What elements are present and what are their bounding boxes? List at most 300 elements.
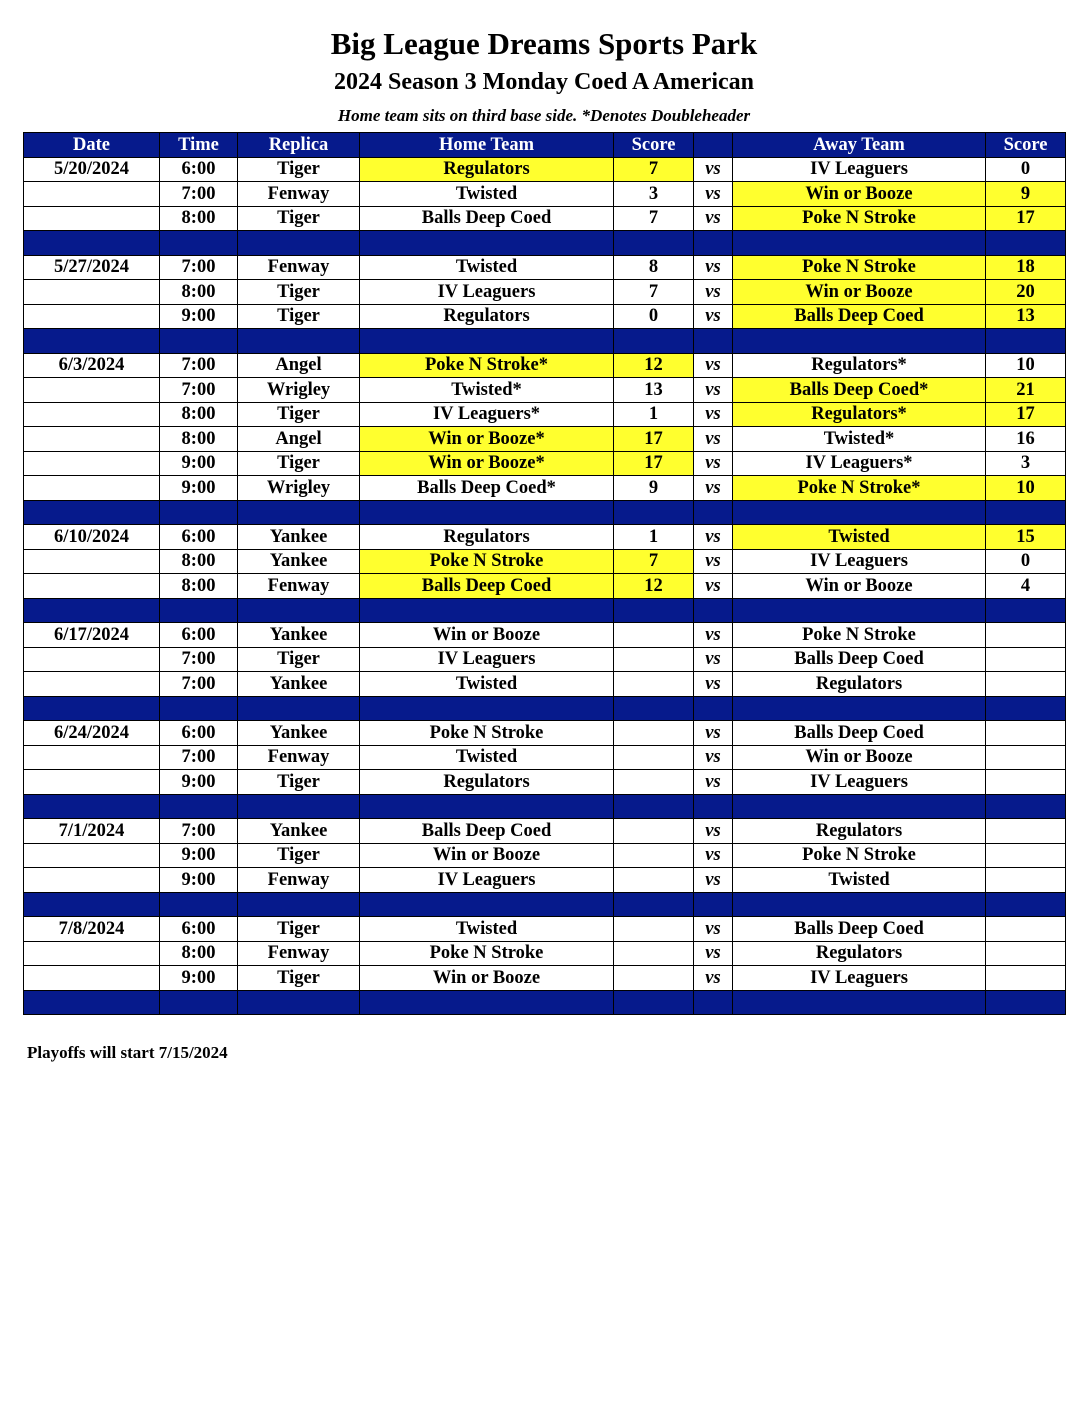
away-score: [986, 843, 1066, 868]
vs-label: vs: [694, 574, 733, 599]
week-separator-row: [24, 329, 1066, 354]
home-team: IV Leaguers: [360, 647, 614, 672]
separator-cell: [614, 892, 694, 917]
table-row: [24, 672, 1066, 697]
away-team: IV Leaguers: [733, 966, 986, 991]
page-title: Big League Dreams Sports Park: [330, 26, 758, 61]
home-score: 0: [614, 304, 694, 329]
separator-cell: [238, 696, 360, 721]
vs-label: vs: [694, 917, 733, 942]
separator-cell: [24, 696, 160, 721]
game-date: [24, 843, 160, 868]
home-team: IV Leaguers: [360, 280, 614, 305]
game-time: 6:00: [160, 721, 238, 746]
away-score: 15: [986, 525, 1066, 550]
separator-cell: [24, 500, 160, 525]
vs-label: vs: [694, 868, 733, 893]
home-score: [614, 966, 694, 991]
game-time: 6:00: [160, 525, 238, 550]
vs-label: vs: [694, 427, 733, 452]
home-team: Twisted: [360, 182, 614, 207]
separator-cell: [986, 329, 1066, 354]
table-row: [24, 353, 1066, 378]
field-replica: Tiger: [238, 917, 360, 942]
vs-label: vs: [694, 745, 733, 770]
game-date: 7/1/2024: [24, 819, 160, 844]
game-date: [24, 206, 160, 231]
vs-label: vs: [694, 255, 733, 280]
home-team: Balls Deep Coed*: [360, 476, 614, 501]
away-team: IV Leaguers*: [733, 451, 986, 476]
separator-cell: [694, 794, 733, 819]
home-team: Balls Deep Coed: [360, 574, 614, 599]
separator-cell: [360, 794, 614, 819]
away-team: Twisted: [733, 868, 986, 893]
game-time: 9:00: [160, 304, 238, 329]
separator-cell: [733, 794, 986, 819]
game-time: 7:00: [160, 672, 238, 697]
schedule-body: [24, 157, 1066, 1015]
separator-cell: [694, 696, 733, 721]
vs-label: vs: [694, 819, 733, 844]
table-row: [24, 280, 1066, 305]
game-date: [24, 770, 160, 795]
col-header-away-team: Away Team: [733, 133, 986, 158]
separator-cell: [614, 990, 694, 1015]
home-score: 1: [614, 402, 694, 427]
separator-cell: [238, 231, 360, 256]
table-row: [24, 157, 1066, 182]
home-team: Twisted: [360, 745, 614, 770]
table-row: [24, 574, 1066, 599]
table-row: [24, 451, 1066, 476]
field-replica: Tiger: [238, 770, 360, 795]
playoffs-note: Playoffs will start 7/15/2024: [27, 1043, 228, 1062]
home-score: [614, 647, 694, 672]
game-date: [24, 745, 160, 770]
vs-label: vs: [694, 182, 733, 207]
week-separator-row: [24, 990, 1066, 1015]
home-score: [614, 770, 694, 795]
away-score: [986, 623, 1066, 648]
separator-cell: [733, 329, 986, 354]
game-date: [24, 182, 160, 207]
field-replica: Yankee: [238, 819, 360, 844]
away-score: [986, 647, 1066, 672]
separator-cell: [360, 696, 614, 721]
game-time: 6:00: [160, 917, 238, 942]
col-header-away-score: Score: [986, 133, 1066, 158]
table-row: [24, 623, 1066, 648]
home-team: Balls Deep Coed: [360, 206, 614, 231]
separator-cell: [160, 500, 238, 525]
separator-cell: [160, 892, 238, 917]
field-replica: Wrigley: [238, 378, 360, 403]
field-replica: Fenway: [238, 745, 360, 770]
vs-label: vs: [694, 353, 733, 378]
separator-cell: [160, 794, 238, 819]
separator-cell: [24, 329, 160, 354]
col-header-home-score: Score: [614, 133, 694, 158]
vs-label: vs: [694, 304, 733, 329]
game-time: 7:00: [160, 819, 238, 844]
home-team: Poke N Stroke: [360, 941, 614, 966]
game-time: 7:00: [160, 353, 238, 378]
table-row: [24, 378, 1066, 403]
away-team: Regulators*: [733, 353, 986, 378]
home-score: [614, 745, 694, 770]
home-team: Twisted: [360, 917, 614, 942]
separator-cell: [160, 990, 238, 1015]
field-replica: Fenway: [238, 574, 360, 599]
col-header-time: Time: [160, 133, 238, 158]
separator-cell: [24, 892, 160, 917]
table-row: [24, 525, 1066, 550]
field-replica: Tiger: [238, 157, 360, 182]
away-team: IV Leaguers: [733, 770, 986, 795]
table-row: [24, 770, 1066, 795]
away-team: Regulators*: [733, 402, 986, 427]
table-row: [24, 647, 1066, 672]
separator-cell: [733, 892, 986, 917]
separator-cell: [360, 231, 614, 256]
table-row: [24, 255, 1066, 280]
game-time: 8:00: [160, 574, 238, 599]
col-header-home-team: Home Team: [360, 133, 614, 158]
field-replica: Tiger: [238, 402, 360, 427]
separator-cell: [733, 990, 986, 1015]
away-score: [986, 745, 1066, 770]
home-team: Regulators: [360, 525, 614, 550]
away-score: 4: [986, 574, 1066, 599]
separator-cell: [986, 990, 1066, 1015]
field-replica: Angel: [238, 353, 360, 378]
game-date: [24, 427, 160, 452]
game-time: 9:00: [160, 770, 238, 795]
vs-label: vs: [694, 623, 733, 648]
game-time: 9:00: [160, 476, 238, 501]
vs-label: vs: [694, 966, 733, 991]
vs-label: vs: [694, 549, 733, 574]
home-score: 12: [614, 574, 694, 599]
separator-cell: [733, 598, 986, 623]
game-time: 8:00: [160, 427, 238, 452]
separator-cell: [614, 231, 694, 256]
vs-label: vs: [694, 843, 733, 868]
game-date: [24, 941, 160, 966]
away-team: Regulators: [733, 941, 986, 966]
home-score: 1: [614, 525, 694, 550]
away-score: [986, 941, 1066, 966]
separator-cell: [360, 990, 614, 1015]
field-replica: Fenway: [238, 182, 360, 207]
away-score: [986, 672, 1066, 697]
home-score: [614, 843, 694, 868]
table-row: [24, 917, 1066, 942]
game-date: [24, 647, 160, 672]
separator-cell: [160, 329, 238, 354]
vs-label: vs: [694, 770, 733, 795]
separator-cell: [986, 696, 1066, 721]
table-row: [24, 549, 1066, 574]
home-team: IV Leaguers*: [360, 402, 614, 427]
vs-label: vs: [694, 206, 733, 231]
home-team: Win or Booze*: [360, 427, 614, 452]
separator-cell: [238, 598, 360, 623]
away-team: Balls Deep Coed*: [733, 378, 986, 403]
field-replica: Tiger: [238, 206, 360, 231]
game-time: 9:00: [160, 843, 238, 868]
table-row: [24, 819, 1066, 844]
home-team: IV Leaguers: [360, 868, 614, 893]
col-header-vs: [694, 133, 733, 158]
table-row: [24, 427, 1066, 452]
table-row: [24, 304, 1066, 329]
game-date: [24, 476, 160, 501]
home-score: 17: [614, 451, 694, 476]
home-team: Win or Booze: [360, 623, 614, 648]
away-team: Regulators: [733, 672, 986, 697]
game-time: 9:00: [160, 868, 238, 893]
game-time: 7:00: [160, 182, 238, 207]
away-team: Balls Deep Coed: [733, 304, 986, 329]
home-team: Twisted*: [360, 378, 614, 403]
away-score: 0: [986, 157, 1066, 182]
game-date: [24, 868, 160, 893]
home-team: Poke N Stroke: [360, 721, 614, 746]
separator-cell: [986, 892, 1066, 917]
home-score: 7: [614, 549, 694, 574]
game-date: [24, 451, 160, 476]
separator-cell: [24, 598, 160, 623]
field-replica: Yankee: [238, 549, 360, 574]
separator-cell: [694, 500, 733, 525]
home-score: 7: [614, 280, 694, 305]
col-header-replica: Replica: [238, 133, 360, 158]
game-time: 7:00: [160, 745, 238, 770]
away-team: Win or Booze: [733, 574, 986, 599]
separator-cell: [360, 598, 614, 623]
away-score: 18: [986, 255, 1066, 280]
home-team: Regulators: [360, 157, 614, 182]
away-team: Balls Deep Coed: [733, 721, 986, 746]
table-row: [24, 868, 1066, 893]
game-date: [24, 280, 160, 305]
table-row: [24, 966, 1066, 991]
home-score: [614, 819, 694, 844]
home-score: [614, 868, 694, 893]
home-score: [614, 672, 694, 697]
vs-label: vs: [694, 941, 733, 966]
home-score: 3: [614, 182, 694, 207]
field-replica: Yankee: [238, 525, 360, 550]
separator-cell: [694, 892, 733, 917]
separator-cell: [160, 598, 238, 623]
game-time: 7:00: [160, 378, 238, 403]
home-team: Balls Deep Coed: [360, 819, 614, 844]
field-replica: Fenway: [238, 255, 360, 280]
week-separator-row: [24, 231, 1066, 256]
away-team: Win or Booze: [733, 182, 986, 207]
home-team: Regulators: [360, 770, 614, 795]
separator-cell: [614, 696, 694, 721]
away-score: [986, 917, 1066, 942]
field-replica: Yankee: [238, 721, 360, 746]
home-team: Twisted: [360, 672, 614, 697]
away-team: IV Leaguers: [733, 549, 986, 574]
home-score: [614, 941, 694, 966]
table-row: [24, 843, 1066, 868]
away-team: Poke N Stroke: [733, 206, 986, 231]
separator-cell: [614, 794, 694, 819]
separator-cell: [238, 329, 360, 354]
week-separator-row: [24, 500, 1066, 525]
game-time: 9:00: [160, 966, 238, 991]
game-time: 6:00: [160, 157, 238, 182]
home-team: Win or Booze*: [360, 451, 614, 476]
field-replica: Angel: [238, 427, 360, 452]
field-replica: Fenway: [238, 941, 360, 966]
table-row: [24, 476, 1066, 501]
separator-cell: [986, 231, 1066, 256]
field-replica: Tiger: [238, 647, 360, 672]
away-score: 21: [986, 378, 1066, 403]
away-score: 17: [986, 206, 1066, 231]
home-team: Win or Booze: [360, 843, 614, 868]
field-replica: Tiger: [238, 280, 360, 305]
separator-cell: [694, 990, 733, 1015]
separator-cell: [238, 500, 360, 525]
game-date: 6/10/2024: [24, 525, 160, 550]
table-row: [24, 182, 1066, 207]
away-team: Win or Booze: [733, 280, 986, 305]
game-date: 5/27/2024: [24, 255, 160, 280]
away-score: 16: [986, 427, 1066, 452]
week-separator-row: [24, 892, 1066, 917]
away-score: [986, 819, 1066, 844]
table-row: [24, 941, 1066, 966]
game-date: [24, 966, 160, 991]
home-score: 9: [614, 476, 694, 501]
away-score: 10: [986, 353, 1066, 378]
game-time: 8:00: [160, 549, 238, 574]
vs-label: vs: [694, 525, 733, 550]
separator-cell: [733, 231, 986, 256]
table-row: [24, 402, 1066, 427]
home-team: Poke N Stroke*: [360, 353, 614, 378]
field-replica: Fenway: [238, 868, 360, 893]
vs-label: vs: [694, 721, 733, 746]
home-score: 13: [614, 378, 694, 403]
season-subtitle: 2024 Season 3 Monday Coed A American: [333, 69, 755, 95]
game-date: [24, 402, 160, 427]
home-team: Poke N Stroke: [360, 549, 614, 574]
field-replica: Yankee: [238, 672, 360, 697]
home-score: 12: [614, 353, 694, 378]
table-row: [24, 721, 1066, 746]
separator-cell: [986, 500, 1066, 525]
separator-cell: [694, 598, 733, 623]
away-score: [986, 868, 1066, 893]
game-date: 6/3/2024: [24, 353, 160, 378]
separator-cell: [614, 500, 694, 525]
table-row: [24, 206, 1066, 231]
game-date: [24, 672, 160, 697]
separator-cell: [733, 696, 986, 721]
separator-cell: [694, 329, 733, 354]
away-score: 0: [986, 549, 1066, 574]
game-date: [24, 549, 160, 574]
vs-label: vs: [694, 451, 733, 476]
separator-cell: [986, 794, 1066, 819]
vs-label: vs: [694, 476, 733, 501]
vs-label: vs: [694, 157, 733, 182]
schedule-note: Home team sits on third base side. *Denotes Doubleheader: [337, 106, 751, 125]
away-team: Balls Deep Coed: [733, 647, 986, 672]
away-score: 20: [986, 280, 1066, 305]
home-team: Regulators: [360, 304, 614, 329]
game-time: 8:00: [160, 941, 238, 966]
field-replica: Yankee: [238, 623, 360, 648]
game-date: [24, 378, 160, 403]
game-time: 9:00: [160, 451, 238, 476]
separator-cell: [238, 892, 360, 917]
vs-label: vs: [694, 647, 733, 672]
vs-label: vs: [694, 378, 733, 403]
home-score: [614, 623, 694, 648]
away-score: 9: [986, 182, 1066, 207]
field-replica: Tiger: [238, 451, 360, 476]
away-score: 13: [986, 304, 1066, 329]
separator-cell: [614, 329, 694, 354]
separator-cell: [694, 231, 733, 256]
away-score: [986, 770, 1066, 795]
game-time: 8:00: [160, 402, 238, 427]
table-row: [24, 745, 1066, 770]
vs-label: vs: [694, 672, 733, 697]
away-score: [986, 966, 1066, 991]
away-score: 10: [986, 476, 1066, 501]
away-team: Poke N Stroke: [733, 255, 986, 280]
separator-cell: [24, 990, 160, 1015]
away-score: [986, 721, 1066, 746]
away-team: Win or Booze: [733, 745, 986, 770]
game-date: 5/20/2024: [24, 157, 160, 182]
away-team: Poke N Stroke: [733, 843, 986, 868]
field-replica: Tiger: [238, 966, 360, 991]
game-time: 8:00: [160, 280, 238, 305]
home-team: Win or Booze: [360, 966, 614, 991]
game-time: 7:00: [160, 647, 238, 672]
game-time: 8:00: [160, 206, 238, 231]
game-date: 7/8/2024: [24, 917, 160, 942]
field-replica: Wrigley: [238, 476, 360, 501]
home-score: [614, 721, 694, 746]
home-score: 7: [614, 206, 694, 231]
home-score: 17: [614, 427, 694, 452]
game-date: [24, 574, 160, 599]
separator-cell: [24, 231, 160, 256]
home-score: [614, 917, 694, 942]
separator-cell: [160, 696, 238, 721]
separator-cell: [733, 500, 986, 525]
separator-cell: [360, 500, 614, 525]
field-replica: Tiger: [238, 304, 360, 329]
game-date: [24, 304, 160, 329]
separator-cell: [986, 598, 1066, 623]
game-time: 7:00: [160, 255, 238, 280]
away-score: 3: [986, 451, 1066, 476]
